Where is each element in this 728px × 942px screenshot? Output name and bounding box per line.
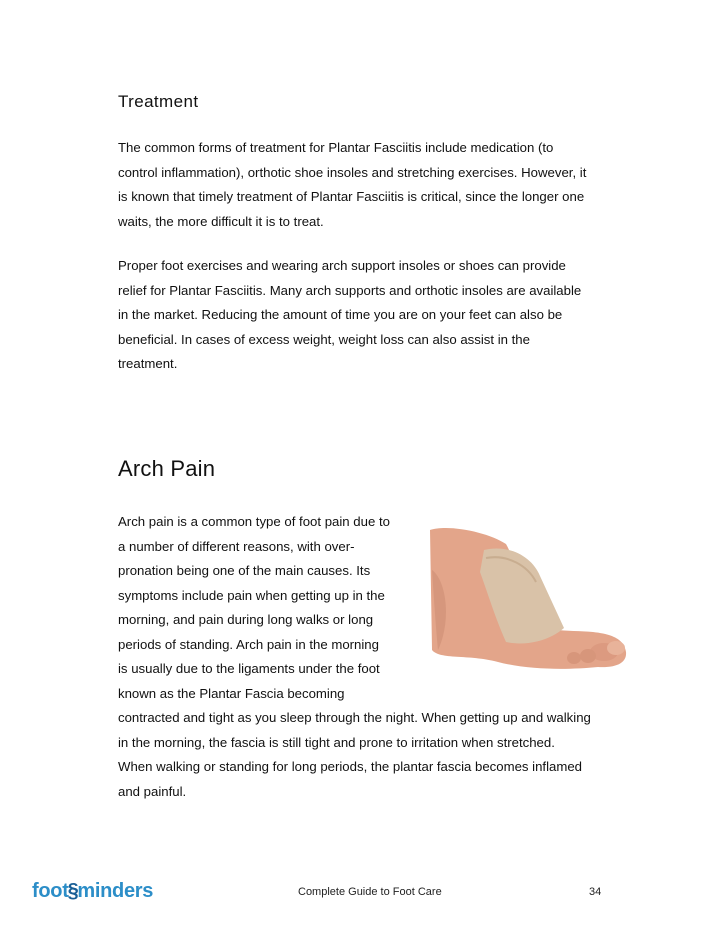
text-line: and painful. bbox=[118, 783, 187, 799]
text-line: periods of standing. Arch pain in the morning bbox=[118, 636, 379, 652]
text-line: Arch pain is a common type of foot pain due to bbox=[118, 514, 390, 529]
text-line: morning, and pain during long walks or long bbox=[118, 612, 374, 627]
logo-figure-icon: § bbox=[67, 880, 79, 902]
text-line: known as the Plantar Fascia becoming bbox=[118, 685, 345, 701]
toe-shape bbox=[580, 649, 596, 663]
text-line: Proper foot exercises and wearing arch support insoles or shoes can provide bbox=[118, 258, 566, 273]
logo-text-foot: foot bbox=[32, 880, 69, 902]
section-heading-arch-pain: Arch Pain bbox=[118, 456, 216, 481]
text-line: beneficial. In cases of excess weight, weight loss can also assist in the bbox=[118, 331, 530, 347]
page-number: 34 bbox=[589, 886, 602, 898]
footer-document-title: Complete Guide to Foot Care bbox=[298, 886, 442, 898]
text-line: The common forms of treatment for Plantar Fasciitis include medication (to bbox=[118, 140, 554, 155]
text-line: symptoms include pain when getting up in the bbox=[118, 587, 385, 603]
text-line: When walking or standing for long periods, the plantar fascia becomes inflamed bbox=[118, 759, 583, 774]
logo-text-minders: minders bbox=[77, 880, 154, 902]
section-heading-treatment: Treatment bbox=[118, 92, 199, 111]
toe-nail bbox=[607, 641, 625, 655]
paragraph-treatment-2 bbox=[118, 254, 638, 377]
toe-shape bbox=[567, 652, 581, 664]
text-line: is usually due to the ligaments under the foot bbox=[118, 661, 380, 676]
text-line: pronation being one of the main causes. Its bbox=[118, 563, 371, 578]
text-line: waits, the more difficult it is to treat. bbox=[118, 213, 324, 229]
text-line: a number of different reasons, with over- bbox=[118, 538, 355, 554]
footminders-logo bbox=[32, 880, 153, 903]
text-line: relief for Plantar Fasciitis. Many arch supports and orthotic insoles are available bbox=[118, 282, 582, 298]
foot-arch-support-photo bbox=[428, 510, 628, 700]
text-line: is known that timely treatment of Plantar Fasciitis is critical, since the longer one bbox=[118, 189, 585, 204]
text-line: contracted and tight as you sleep through the night. When getting up and walking bbox=[118, 710, 591, 725]
text-line: in the market. Reducing the amount of time you are on your feet can also be bbox=[118, 307, 563, 322]
text-line: treatment. bbox=[118, 356, 178, 371]
paragraph-treatment-1 bbox=[118, 136, 638, 234]
text-line: in the morning, the fascia is still tight and prone to irritation when stretched. bbox=[118, 734, 555, 750]
foot-arch-support-illustration bbox=[428, 510, 628, 700]
text-line: control inflammation), orthotic shoe insoles and stretching exercises. However, it bbox=[118, 164, 587, 180]
